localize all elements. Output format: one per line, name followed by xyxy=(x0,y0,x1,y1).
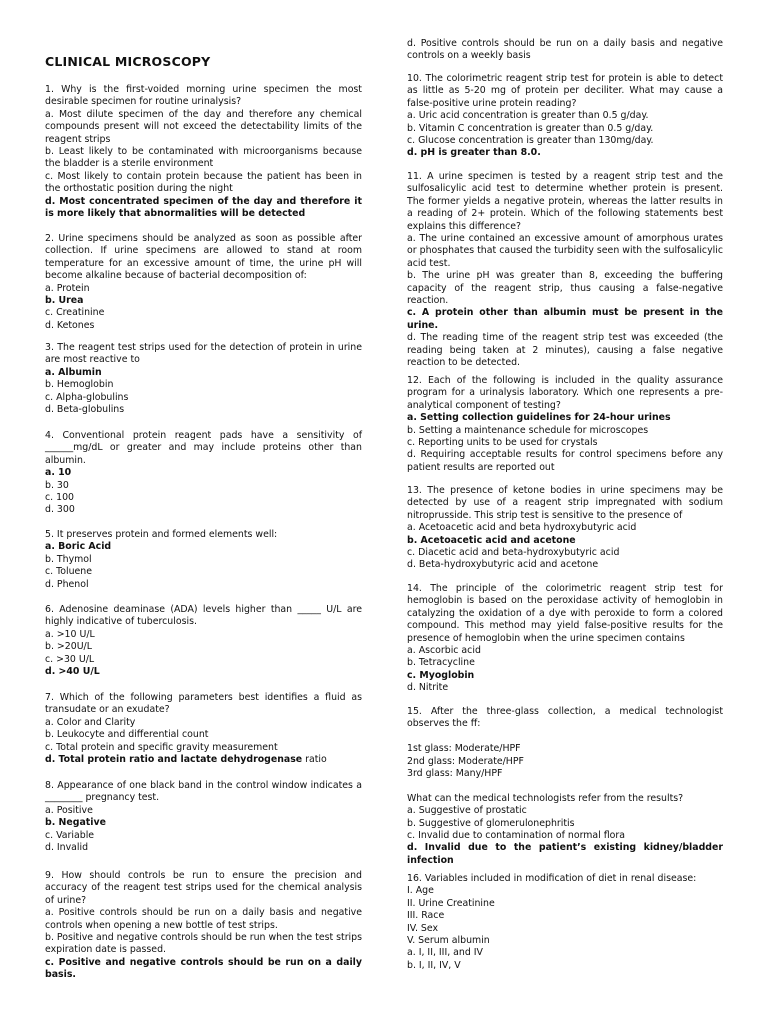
answer-option xyxy=(45,541,362,553)
question-16 xyxy=(407,873,723,972)
answer-option xyxy=(45,817,362,829)
answer-text: a. 10 xyxy=(45,467,72,479)
answer-text: b. Least likely to be contaminated with microorganisms because the bladder is a sterile environment xyxy=(45,146,362,170)
answer-option xyxy=(45,742,362,754)
answer-text: d. Invalid due to the patient’s existing kidney/bladder infection xyxy=(407,842,723,866)
answer-option xyxy=(407,147,723,159)
answer-text: a. I, II, III, and IV xyxy=(407,947,483,959)
answer-text: c. Alpha-globulins xyxy=(45,391,129,403)
answer-option xyxy=(407,233,723,270)
question-stem: 9. How should controls be run to ensure the precision and accuracy of the reagent test strips used for the chemical analysis of urine? xyxy=(45,870,362,906)
question-stem: 11. A urine specimen is tested by a reagent strip test and the sulfosalicylic acid test to determine whether protein is present. The former yields a negative protein, whereas the latter results in a reading of 2+ protein. Which of the following statements best explains this difference? xyxy=(407,171,723,232)
answer-option xyxy=(407,38,723,63)
answer-text: c. Total protein and specific gravity measurement xyxy=(45,741,278,753)
answer-text: b. Suggestive of glomerulonephritis xyxy=(407,817,575,829)
answer-option xyxy=(407,270,723,307)
question-stem: 10. The colorimetric reagent strip test for protein is able to detect as little as 5-20 mg of protein per deciliter. What may cause a false-positive urine protein reading? xyxy=(407,73,723,109)
question-stem: 7. Which of the following parameters best identifies a fluid as transudate or an exudate? xyxy=(45,692,362,716)
answer-option xyxy=(407,960,723,972)
answer-text: c. Reporting units to be used for crystals xyxy=(407,437,598,449)
glass-result: 3rd glass: Many/HPF xyxy=(407,768,503,780)
question-7 xyxy=(45,692,362,766)
answer-option xyxy=(45,907,362,932)
answer-text: d. Positive controls should be run on a daily basis and negative controls on a weekly basis xyxy=(407,38,723,62)
question-9-continued xyxy=(407,38,723,63)
variable-item: III. Race xyxy=(407,910,445,922)
answer-text: c. >30 U/L xyxy=(45,653,95,665)
answer-text: b. Thymol xyxy=(45,553,92,565)
question-stem: 6. Adenosine deaminase (ADA) levels higher than _____ U/L are highly indicative of tuberculosis. xyxy=(45,604,362,628)
question-stem: 1. Why is the first-voided morning urine specimen the most desirable specimen for routine urinalysis? xyxy=(45,84,362,108)
answer-option xyxy=(45,404,362,416)
answer-text: c. Invalid due to contamination of normal flora xyxy=(407,830,625,842)
answer-text: a. Setting collection guidelines for 24-hour urines xyxy=(407,412,671,424)
answer-option xyxy=(407,670,723,682)
variable-item: V. Serum albumin xyxy=(407,935,490,947)
question-stem: 4. Conventional protein reagent pads have a sensitivity of ______mg/dL or greater and may include proteins other than albumin. xyxy=(45,430,362,466)
question-11 xyxy=(407,171,723,370)
answer-text: b. The urine pH was greater than 8, exceeding the buffering capacity of the reagent strip, thus causing a false-negative reaction. xyxy=(407,270,723,307)
answer-text: d. 300 xyxy=(45,504,75,516)
answer-option xyxy=(45,504,362,516)
question-3 xyxy=(45,342,362,416)
answer-text: d. >40 U/L xyxy=(45,666,100,678)
answer-option xyxy=(407,842,723,867)
answer-option xyxy=(407,110,723,122)
answer-option xyxy=(407,449,723,474)
answer-option xyxy=(407,522,723,534)
question-10 xyxy=(407,73,723,160)
answer-option xyxy=(45,379,362,391)
answer-text: a. Suggestive of prostatic xyxy=(407,805,527,817)
question-15 xyxy=(407,706,723,867)
answer-text: b. Tetracycline xyxy=(407,657,475,669)
answer-text: d. Requiring acceptable results for control specimens before any patient results are reported out xyxy=(407,449,723,473)
answer-option xyxy=(45,932,362,957)
answer-option xyxy=(45,842,362,854)
answer-text: a. Ascorbic acid xyxy=(407,645,481,657)
answer-option xyxy=(407,332,723,369)
question-13 xyxy=(407,485,723,572)
answer-text: d. Ketones xyxy=(45,319,95,331)
answer-text: b. Acetoacetic acid and acetone xyxy=(407,534,576,546)
answer-text: c. Myoglobin xyxy=(407,669,475,681)
page-title: CLINICAL MICROSCOPY xyxy=(45,54,211,69)
question-stem: 2. Urine specimens should be analyzed as soon as possible after collection. If urine specimens are allowed to stand at room temperature for an excessive amount of time, the urine pH will become alkaline because of bacterial decomposition of: xyxy=(45,233,362,282)
question-stem: 16. Variables included in modification of diet in renal disease: xyxy=(407,873,697,884)
answer-text: d. Most concentrated specimen of the day and therefore it is more likely that abnormalities will be detected xyxy=(45,195,362,220)
answer-option xyxy=(407,657,723,669)
answer-text: b. Setting a maintenance schedule for microscopes xyxy=(407,424,649,436)
answer-option xyxy=(45,392,362,404)
answer-option xyxy=(45,641,362,653)
glass-result: 2nd glass: Moderate/HPF xyxy=(407,755,524,767)
answer-option xyxy=(45,754,362,766)
answer-option xyxy=(407,437,723,449)
answer-text: a. Albumin xyxy=(45,366,102,378)
answer-option xyxy=(45,729,362,741)
answer-text: b. >20U/L xyxy=(45,641,92,653)
question-stem: 3. The reagent test strips used for the detection of protein in urine are most reactive to xyxy=(45,342,362,366)
answer-option xyxy=(45,957,362,982)
answer-option xyxy=(45,307,362,319)
question-5 xyxy=(45,529,362,591)
answer-option xyxy=(407,123,723,135)
answer-option xyxy=(45,830,362,842)
glass-result: 1st glass: Moderate/HPF xyxy=(407,743,521,755)
answer-text: d. Invalid xyxy=(45,842,89,854)
answer-text: b. Vitamin C concentration is greater than 0.5 g/day. xyxy=(407,122,654,134)
answer-text: a. Positive controls should be run on a daily basis and negative controls when opening a new bottle of test strips. xyxy=(45,907,362,931)
answer-suffix: ratio xyxy=(302,754,327,766)
answer-text: c. Diacetic acid and beta-hydroxybutyric acid xyxy=(407,547,620,559)
answer-text: a. Most dilute specimen of the day and therefore any chemical compounds present will not exceed the detectability limits of the reagent strips xyxy=(45,108,362,145)
answer-text: a. Acetoacetic acid and beta hydroxybutyric acid xyxy=(407,522,637,534)
variable-item: II. Urine Creatinine xyxy=(407,897,495,909)
answer-text: d. Phenol xyxy=(45,578,89,590)
question-4 xyxy=(45,430,362,517)
answer-text: a. Positive xyxy=(45,804,93,816)
answer-option xyxy=(407,135,723,147)
answer-option xyxy=(45,579,362,591)
answer-option xyxy=(45,146,362,171)
answer-option xyxy=(45,367,362,379)
answer-text: a. >10 U/L xyxy=(45,628,95,640)
answer-text: b. Negative xyxy=(45,817,106,829)
answer-option xyxy=(407,645,723,657)
question-stem: 5. It preserves protein and formed elements well: xyxy=(45,529,278,540)
answer-text: b. I, II, IV, V xyxy=(407,959,461,971)
question-substem: What can the medical technologists refer from the results? xyxy=(407,792,684,804)
question-1 xyxy=(45,84,362,220)
answer-text: c. A protein other than albumin must be present in the urine. xyxy=(407,307,723,331)
answer-text: a. Uric acid concentration is greater than 0.5 g/day. xyxy=(407,110,649,122)
question-9 xyxy=(45,870,362,982)
answer-option xyxy=(407,412,723,424)
answer-text: d. Total protein ratio and lactate dehydrogenase xyxy=(45,754,303,766)
question-2 xyxy=(45,233,362,332)
answer-option xyxy=(45,467,362,479)
answer-text: d. Beta-hydroxybutyric acid and acetone xyxy=(407,559,599,571)
answer-text: a. Protein xyxy=(45,282,90,294)
question-stem: 13. The presence of ketone bodies in urine specimens may be detected by use of a reagent strip impregnated with sodium nitroprusside. This strip test is sensitive to the presence of xyxy=(407,485,723,521)
spacer xyxy=(407,780,723,792)
answer-text: d. pH is greater than 8.0. xyxy=(407,147,541,159)
answer-text: b. 30 xyxy=(45,479,69,491)
answer-option xyxy=(407,559,723,571)
answer-option xyxy=(45,629,362,641)
answer-text: b. Urea xyxy=(45,295,84,307)
variable-item: I. Age xyxy=(407,885,434,897)
answer-option xyxy=(45,320,362,332)
answer-text: b. Leukocyte and differential count xyxy=(45,729,209,741)
question-stem: 15. After the three-glass collection, a medical technologist observes the ff: xyxy=(407,706,723,730)
answer-option xyxy=(407,805,723,817)
answer-text: d. Nitrite xyxy=(407,682,449,694)
answer-text: b. Positive and negative controls should be run when the test strips expiration date is passed. xyxy=(45,932,362,956)
answer-option xyxy=(45,654,362,666)
answer-text: c. Toluene xyxy=(45,566,93,578)
answer-option xyxy=(407,425,723,437)
answer-text: c. Positive and negative controls should be run on a daily basis. xyxy=(45,956,362,981)
variable-item: IV. Sex xyxy=(407,922,439,934)
answer-option xyxy=(407,818,723,830)
question-6 xyxy=(45,604,362,678)
answer-option xyxy=(45,666,362,678)
answer-text: d. The reading time of the reagent strip test was exceeded (the reading being taken at 2 minutes), causing a false negative reaction to be detected. xyxy=(407,332,723,369)
answer-option xyxy=(45,295,362,307)
answer-text: c. Glucose concentration is greater than 130mg/day. xyxy=(407,135,654,147)
answer-text: b. Hemoglobin xyxy=(45,379,114,391)
answer-text: a. Color and Clarity xyxy=(45,716,136,728)
answer-text: c. Variable xyxy=(45,829,95,841)
answer-text: c. Creatinine xyxy=(45,307,105,319)
answer-option xyxy=(45,492,362,504)
question-stem: 14. The principle of the colorimetric reagent strip test for hemoglobin is based on the peroxidase activity of hemoglobin in catalyzing the oxidation of a dye with peroxide to form a colored compound. This method may yield false-positive results for the presence of hemoglobin when the urine specimen contains xyxy=(407,583,723,644)
question-14 xyxy=(407,583,723,695)
answer-text: c. Most likely to contain protein because the patient has been in the orthostatic position during the night xyxy=(45,170,362,195)
answer-option xyxy=(45,171,362,196)
answer-option xyxy=(45,109,362,146)
answer-option xyxy=(45,554,362,566)
answer-option xyxy=(45,805,362,817)
question-stem: 8. Appearance of one black band in the control window indicates a ________ pregnancy test. xyxy=(45,780,362,804)
answer-option xyxy=(45,480,362,492)
answer-option xyxy=(407,947,723,959)
answer-text: a. The urine contained an excessive amount of amorphous urates or phosphates that caused the turbidity seen with the sulfosalicylic acid test. xyxy=(407,233,723,269)
question-12 xyxy=(407,375,723,474)
answer-option xyxy=(407,535,723,547)
answer-text: d. Beta-globulins xyxy=(45,404,125,416)
answer-option xyxy=(45,717,362,729)
question-8 xyxy=(45,780,362,854)
answer-option xyxy=(45,196,362,221)
answer-text: c. 100 xyxy=(45,492,75,504)
answer-option xyxy=(407,830,723,842)
answer-option xyxy=(45,283,362,295)
answer-option xyxy=(407,547,723,559)
answer-option xyxy=(45,566,362,578)
answer-option xyxy=(407,307,723,332)
answer-option xyxy=(407,682,723,694)
question-stem: 12. Each of the following is included in the quality assurance program for a urinalysis laboratory. Which one represents a pre-analytical component of testing? xyxy=(407,375,723,411)
answer-text: a. Boric Acid xyxy=(45,541,112,553)
spacer xyxy=(407,731,723,743)
